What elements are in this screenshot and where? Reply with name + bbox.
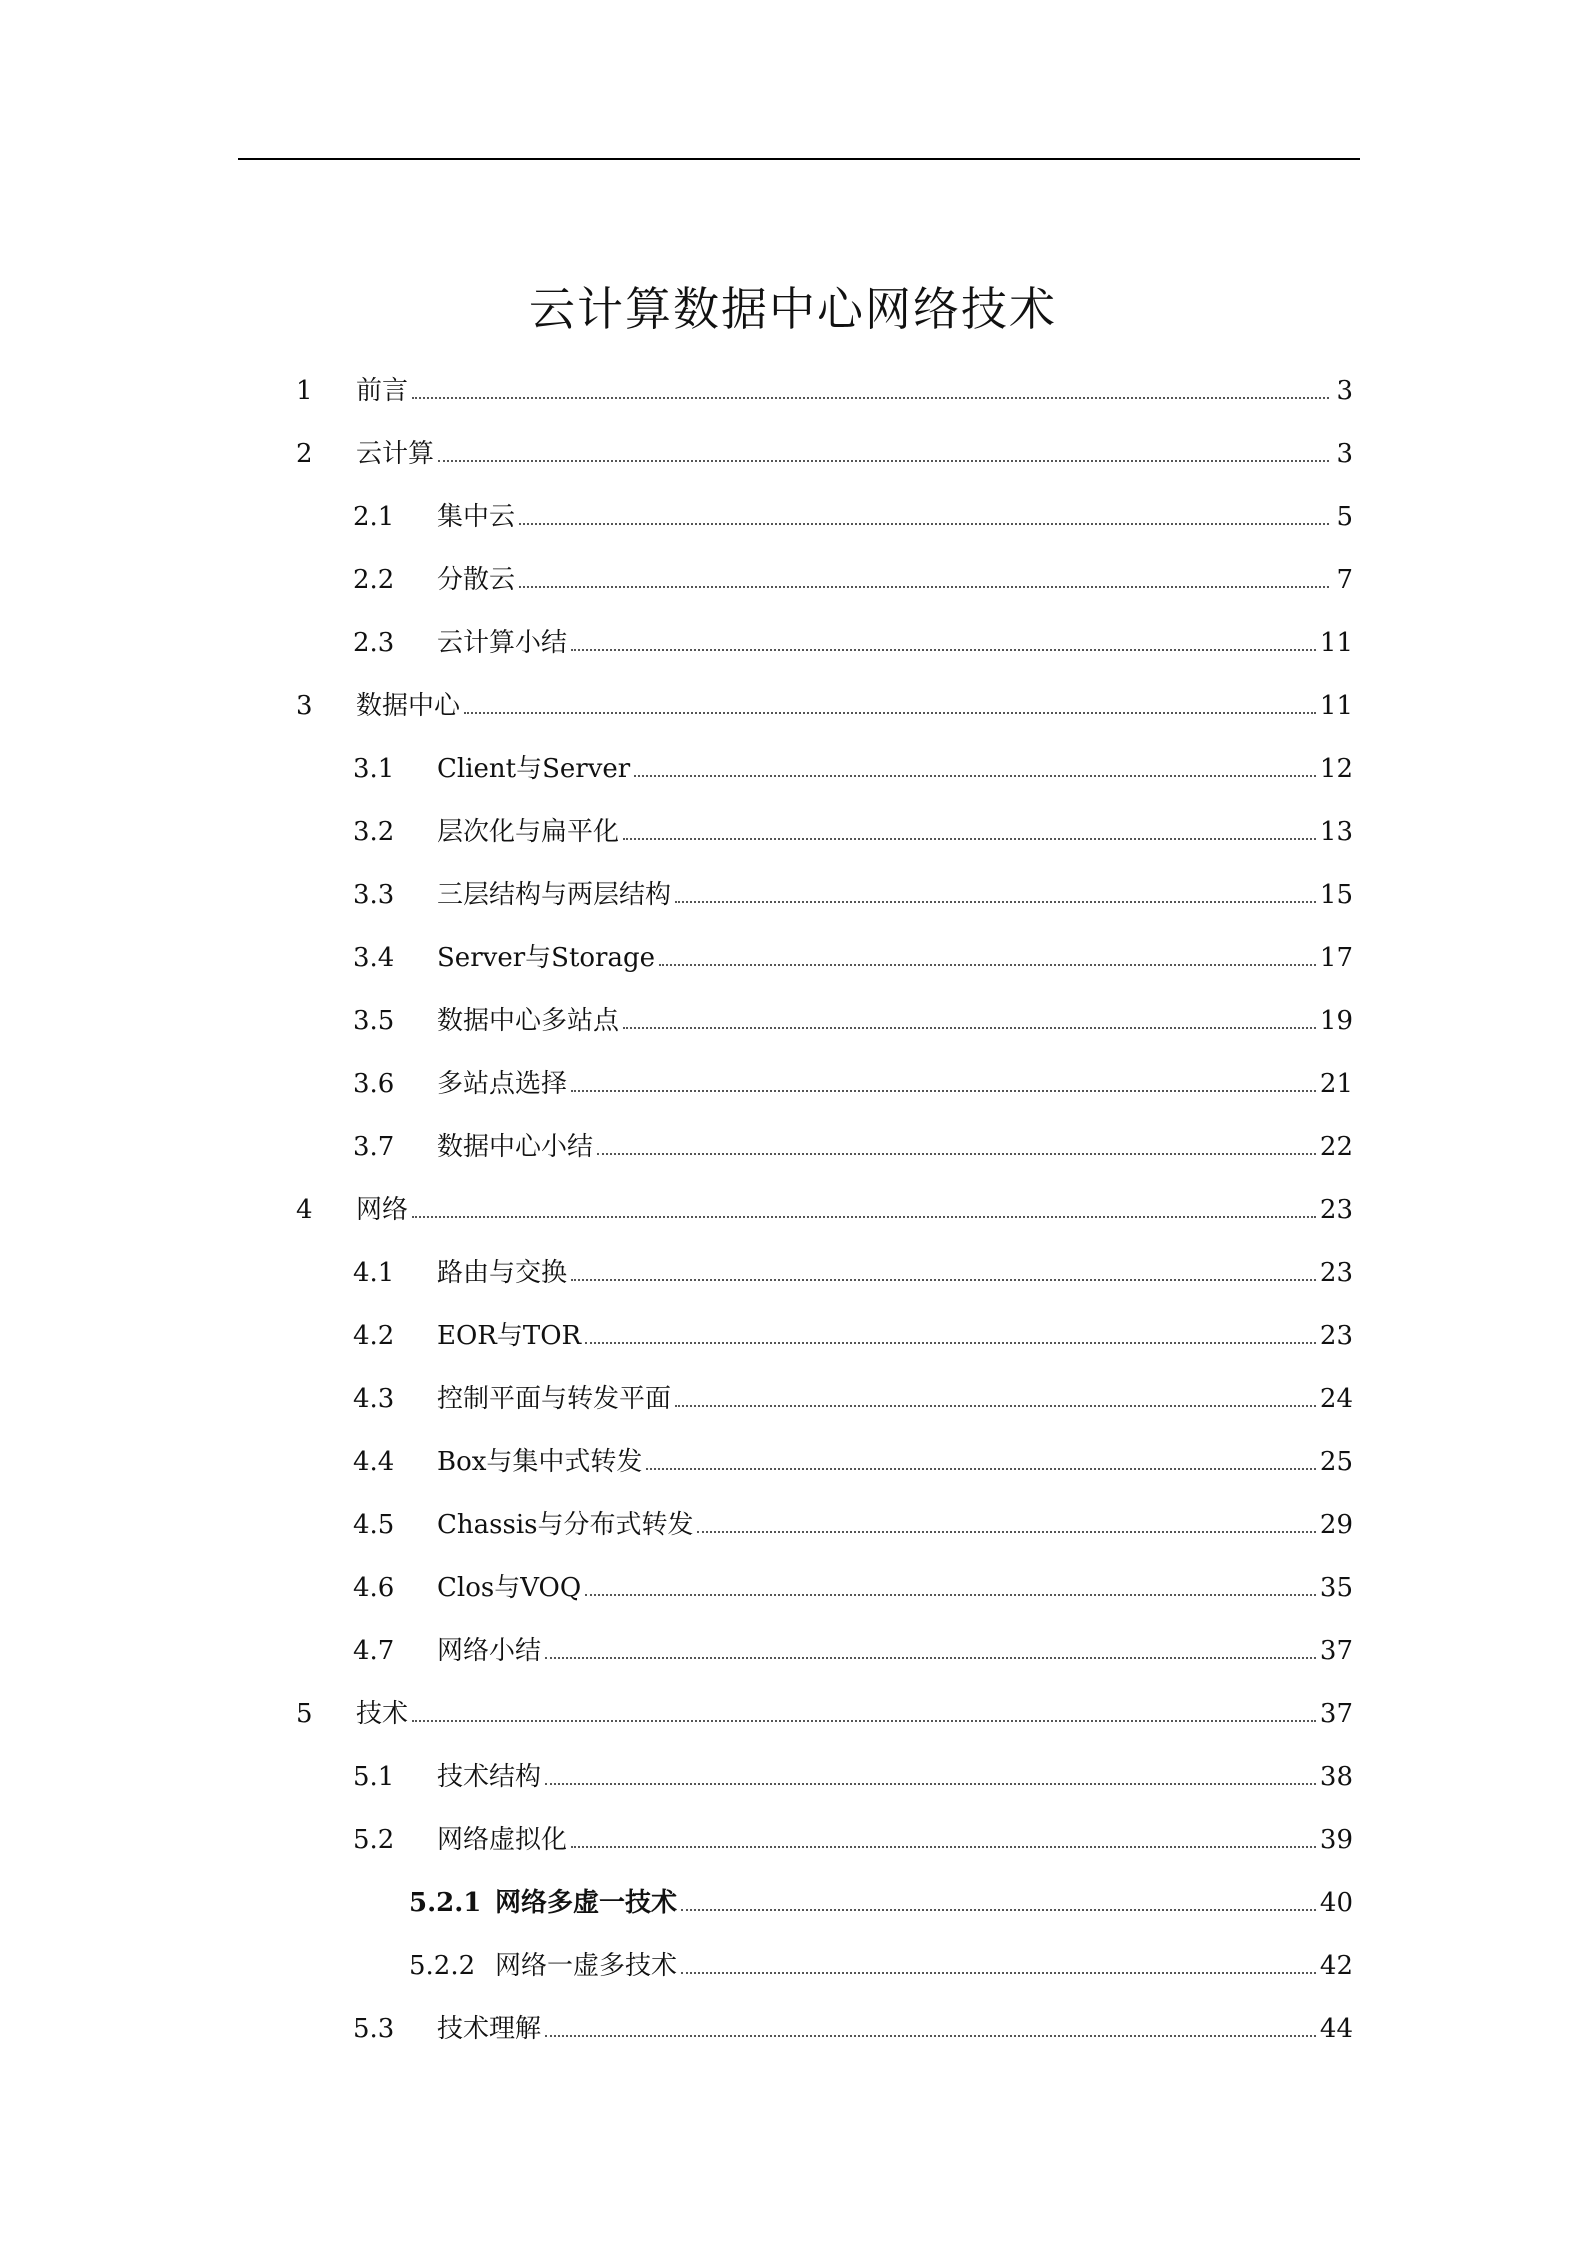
toc-entry-page: 11 <box>1319 690 1353 721</box>
toc-entry-number: 4 <box>296 1194 313 1225</box>
toc-entry-number: 2.2 <box>353 564 395 595</box>
toc-entry-number: 4.4 <box>353 1446 395 1477</box>
document-title: 云计算数据中心网络技术 <box>529 281 1057 336</box>
toc-entry-number: 4.2 <box>353 1320 395 1351</box>
toc-dot-leader <box>545 1783 1316 1785</box>
toc-dot-leader <box>438 460 1329 462</box>
toc-dot-leader <box>623 1027 1316 1029</box>
toc-entry-title: 前言 <box>356 375 409 406</box>
toc-entry-page: 42 <box>1319 1950 1353 1981</box>
toc-entry-number: 3.7 <box>353 1131 395 1162</box>
toc-entry-number: 3.5 <box>353 1005 395 1036</box>
toc-entry-page: 23 <box>1319 1194 1353 1225</box>
toc-entry[interactable] <box>0 1556 1353 1619</box>
toc-entry-number: 5 <box>296 1698 313 1729</box>
toc-entry-number: 3.4 <box>353 942 395 973</box>
toc-entry-title: Client与Server <box>437 753 631 784</box>
toc-entry-page: 19 <box>1319 1005 1353 1036</box>
toc-dot-leader <box>681 1909 1316 1911</box>
toc-entry[interactable] <box>0 611 1353 674</box>
toc-entry-page: 15 <box>1319 879 1353 910</box>
toc-entry-title: 网络一虚多技术 <box>495 1950 678 1981</box>
toc-dot-leader <box>571 1846 1316 1848</box>
toc-dot-leader <box>634 775 1316 777</box>
toc-entry-page: 12 <box>1319 753 1353 784</box>
toc-entry[interactable] <box>0 989 1353 1052</box>
toc-entry-title: 云计算小结 <box>437 627 568 658</box>
toc-entry-title: Box与集中式转发 <box>437 1446 643 1477</box>
toc-entry[interactable] <box>0 863 1353 926</box>
toc-entry-page: 21 <box>1319 1068 1353 1099</box>
toc-entry-number: 3.2 <box>353 816 395 847</box>
toc-entry-number: 3.3 <box>353 879 395 910</box>
toc-entry-number: 5.2.2 <box>409 1950 476 1981</box>
toc-entry-title: 多站点选择 <box>437 1068 568 1099</box>
toc-dot-leader <box>623 838 1316 840</box>
toc-entry-title: 技术结构 <box>437 1761 542 1792</box>
toc-entry-number: 5.2.1 <box>409 1887 482 1918</box>
toc-dot-leader <box>412 1720 1316 1722</box>
toc-entry[interactable] <box>0 1871 1353 1934</box>
toc-entry-page: 35 <box>1319 1572 1353 1603</box>
toc-entry-page: 39 <box>1319 1824 1353 1855</box>
header-rule <box>238 158 1360 160</box>
toc-dot-leader <box>571 1279 1316 1281</box>
toc-entry-title: Clos与VOQ <box>437 1572 582 1603</box>
toc-entry-number: 2.1 <box>353 501 395 532</box>
toc-entry[interactable] <box>0 737 1353 800</box>
toc-entry[interactable] <box>0 1241 1353 1304</box>
toc-dot-leader <box>571 1090 1316 1092</box>
toc-entry-page: 24 <box>1319 1383 1353 1414</box>
toc-entry-title: EOR与TOR <box>437 1320 582 1351</box>
toc-entry-page: 23 <box>1319 1320 1353 1351</box>
toc-entry-title: Server与Storage <box>437 942 656 973</box>
toc-entry-title: 网络小结 <box>437 1635 542 1666</box>
toc-dot-leader <box>585 1594 1316 1596</box>
toc-entry-title: 技术 <box>356 1698 409 1729</box>
toc-entry-number: 3.1 <box>353 753 395 784</box>
toc-entry-title: Chassis与分布式转发 <box>437 1509 694 1540</box>
toc-dot-leader <box>597 1153 1316 1155</box>
toc-entry[interactable] <box>0 1682 1353 1745</box>
toc-entry-number: 4.5 <box>353 1509 395 1540</box>
toc-dot-leader <box>545 2035 1316 2037</box>
toc-entry[interactable] <box>0 1745 1353 1808</box>
toc-entry-number: 2.3 <box>353 627 395 658</box>
toc-entry[interactable] <box>0 1367 1353 1430</box>
toc-entry[interactable] <box>0 422 1353 485</box>
toc-entry[interactable] <box>0 1808 1353 1871</box>
toc-entry-title: 集中云 <box>437 501 516 532</box>
toc-entry-number: 4.1 <box>353 1257 395 1288</box>
toc-entry-number: 5.2 <box>353 1824 395 1855</box>
toc-entry-page: 3 <box>1336 375 1353 406</box>
toc-entry[interactable] <box>0 359 1353 422</box>
toc-entry[interactable] <box>0 485 1353 548</box>
toc-entry-number: 5.1 <box>353 1761 395 1792</box>
toc-dot-leader <box>585 1342 1316 1344</box>
toc-entry-title: 分散云 <box>437 564 516 595</box>
toc-entry-page: 44 <box>1319 2013 1353 2044</box>
toc-entry-title: 路由与交换 <box>437 1257 568 1288</box>
toc-entry[interactable] <box>0 1934 1353 1997</box>
toc-dot-leader <box>519 523 1329 525</box>
toc-entry-page: 11 <box>1319 627 1353 658</box>
toc-entry-page: 5 <box>1336 501 1353 532</box>
toc-entry-number: 3.6 <box>353 1068 395 1099</box>
toc-entry-page: 25 <box>1319 1446 1353 1477</box>
toc-entry-title: 数据中心 <box>356 690 461 721</box>
toc-entry-title: 层次化与扁平化 <box>437 816 620 847</box>
toc-dot-leader <box>681 1972 1316 1974</box>
toc-entry-title: 三层结构与两层结构 <box>437 879 672 910</box>
toc-entry-page: 7 <box>1336 564 1353 595</box>
toc-entry-number: 3 <box>296 690 313 721</box>
toc-entry[interactable] <box>0 1178 1353 1241</box>
toc-dot-leader <box>646 1468 1315 1470</box>
toc-dot-leader <box>571 649 1316 651</box>
toc-entry-page: 38 <box>1319 1761 1353 1792</box>
toc-entry-number: 4.7 <box>353 1635 395 1666</box>
toc-entry-title: 云计算 <box>356 438 435 469</box>
toc-entry[interactable] <box>0 1115 1353 1178</box>
toc-entry[interactable] <box>0 1493 1353 1556</box>
toc-entry-number: 5.3 <box>353 2013 395 2044</box>
toc-entry[interactable] <box>0 1619 1353 1682</box>
toc-entry-title: 数据中心多站点 <box>437 1005 620 1036</box>
toc-entry-number: 2 <box>296 438 313 469</box>
toc-entry-page: 3 <box>1336 438 1353 469</box>
toc-dot-leader <box>464 712 1316 714</box>
toc-entry-page: 37 <box>1319 1698 1353 1729</box>
toc-dot-leader <box>675 901 1316 903</box>
toc-dot-leader <box>675 1405 1316 1407</box>
toc-entry-title: 网络虚拟化 <box>437 1824 568 1855</box>
toc-entry-page: 17 <box>1319 942 1353 973</box>
toc-entry[interactable] <box>0 1430 1353 1493</box>
toc-dot-leader <box>519 586 1329 588</box>
toc-entry-number: 4.3 <box>353 1383 395 1414</box>
toc-entry[interactable] <box>0 1052 1353 1115</box>
toc-entry-title: 技术理解 <box>437 2013 542 2044</box>
toc-entry[interactable] <box>0 1997 1353 2060</box>
toc-entry-page: 29 <box>1319 1509 1353 1540</box>
toc-dot-leader <box>412 397 1329 399</box>
toc-entry-page: 37 <box>1319 1635 1353 1666</box>
table-of-contents <box>0 359 1586 2060</box>
toc-dot-leader <box>697 1531 1315 1533</box>
toc-dot-leader <box>412 1216 1316 1218</box>
toc-entry-number: 1 <box>296 375 313 406</box>
toc-entry-page: 23 <box>1319 1257 1353 1288</box>
toc-entry[interactable] <box>0 926 1353 989</box>
toc-entry-page: 40 <box>1319 1887 1353 1918</box>
toc-entry-title: 网络 <box>356 1194 409 1225</box>
toc-dot-leader <box>659 964 1316 966</box>
toc-entry-title: 数据中心小结 <box>437 1131 594 1162</box>
toc-entry[interactable] <box>0 800 1353 863</box>
toc-dot-leader <box>545 1657 1316 1659</box>
toc-entry-number: 4.6 <box>353 1572 395 1603</box>
toc-entry[interactable] <box>0 1304 1353 1367</box>
toc-entry[interactable] <box>0 548 1353 611</box>
toc-entry-page: 22 <box>1319 1131 1353 1162</box>
toc-entry-title: 网络多虚一技术 <box>495 1887 678 1918</box>
toc-entry[interactable] <box>0 674 1353 737</box>
toc-entry-title: 控制平面与转发平面 <box>437 1383 672 1414</box>
toc-entry-page: 13 <box>1319 816 1353 847</box>
